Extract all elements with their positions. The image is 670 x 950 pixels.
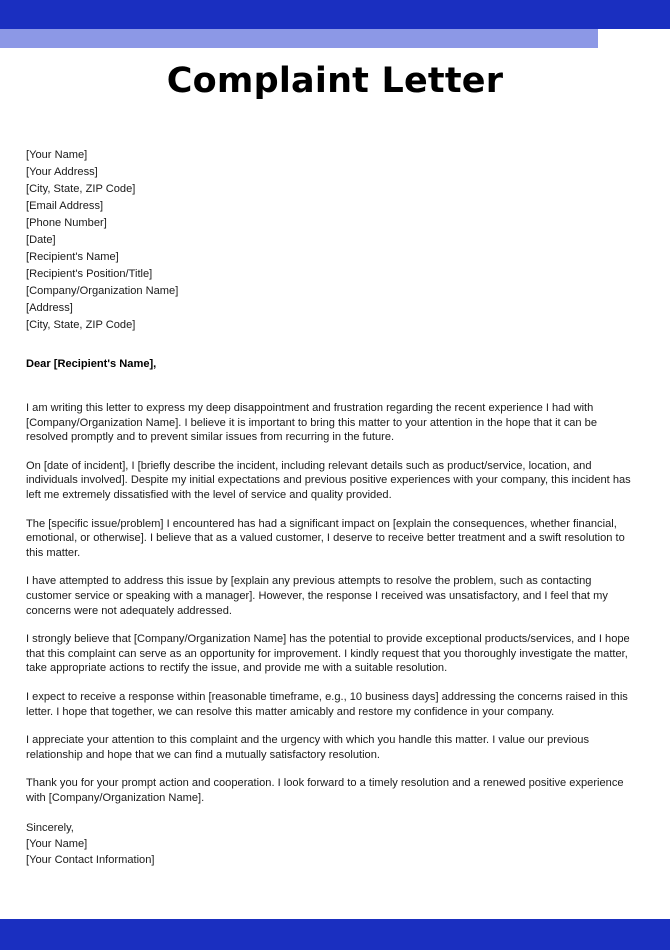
address-line: [City, State, ZIP Code] [26,319,136,331]
body-paragraph: On [date of incident], I [briefly describe the incident, including relevant details such as product/service, location, and individuals involved]. Despite my initial expectations and previous positive experiences with your company, this incident has left me extremely dissatisfied with the level of service and quality provided. [26,459,631,501]
address-line: [Your Name] [26,149,88,161]
body-paragraph: The [specific issue/problem] I encountered has had a significant impact on [explain the consequences, whether financial, emotional, or otherwise]. I believe that as a valued customer, I deserve to receive better treatment and a swift resolution to this matter. [26,517,625,559]
header-band [0,0,670,29]
header-accent-stripe [0,29,598,48]
address-block [26,147,178,334]
address-line: [Your Address] [26,166,98,178]
address-line: [Phone Number] [26,217,107,229]
address-line: [Email Address] [26,200,104,212]
closing-line: [Your Name] [26,838,88,850]
body-paragraph: I appreciate your attention to this complaint and the urgency with which you handle this matter. I value our previous relationship and hope that we can find a mutually satisfactory resolution. [26,734,590,761]
closing-line: Sincerely, [26,822,74,834]
body-paragraph: I expect to receive a response within [reasonable timeframe, e.g., 10 business days] addressing the concerns raised in this letter. I hope that together, we can resolve this matter amicably and restore my confidence in your company. [26,690,628,718]
body-paragraph: I have attempted to address this issue by [explain any previous attempts to resolve the problem, such as contacting customer service or speaking with a manager]. However, the response I received was unsatisfactory, and I feel that my concerns were not adequately addressed. [26,575,608,617]
address-line: [Address] [26,302,73,314]
address-line: [Company/Organization Name] [26,285,179,297]
address-line: [Recipient's Name] [26,251,119,263]
body-paragraph: I am writing this letter to express my deep disappointment and frustration regarding the recent experience I had with [Company/Organization Name]. I believe it is important to bring this matter to your attention in the hope that it can be resolved promptly and to prevent similar issues from recurring in the future. [26,402,598,444]
letter-body [26,401,638,819]
body-paragraph: I strongly believe that [Company/Organization Name] has the potential to provide exceptional products/services, and I hope that this complaint can serve as an opportunity for improvement. I kindly request that you thoroughly investigate the matter, take appropriate actions to rectify the issue, and provide me with a suitable resolution. [26,633,630,675]
signature-block [26,820,154,868]
address-line: [Recipient's Position/Title] [26,268,153,280]
address-line: [Date] [26,234,56,246]
body-paragraph: Thank you for your prompt action and cooperation. I look forward to a timely resolution and a renewed positive experience with [Company/Organization Name]. [26,777,624,804]
address-line: [City, State, ZIP Code] [26,183,136,195]
salutation: Dear [Recipient's Name], [26,358,157,370]
page-title: Complaint Letter [166,61,504,101]
footer-band [0,919,670,950]
closing-line: [Your Contact Information] [26,854,155,866]
